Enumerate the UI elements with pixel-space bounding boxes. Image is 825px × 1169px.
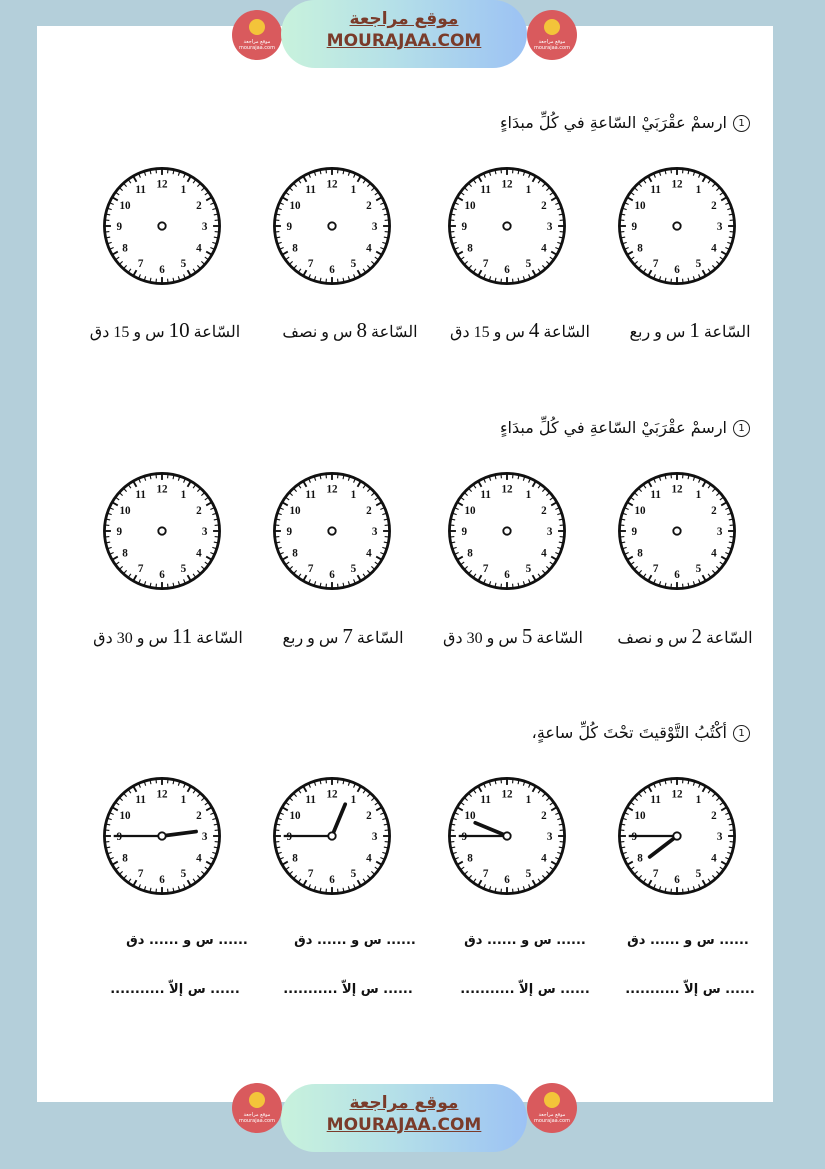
- svg-text:1: 1: [180, 489, 187, 502]
- svg-text:6: 6: [329, 568, 335, 581]
- svg-text:8: 8: [292, 242, 298, 255]
- svg-text:8: 8: [637, 852, 643, 865]
- svg-text:2: 2: [196, 504, 202, 517]
- svg-text:11: 11: [480, 489, 491, 502]
- svg-text:4: 4: [196, 547, 202, 560]
- svg-text:6: 6: [674, 873, 680, 886]
- banner-arabic[interactable]: موقع مراجعة: [349, 1093, 459, 1113]
- svg-text:12: 12: [501, 788, 513, 801]
- svg-text:4: 4: [366, 547, 372, 560]
- clock-face[interactable]: [612, 463, 742, 599]
- svg-text:12: 12: [156, 788, 168, 801]
- clock-label: السّاعة 2 س و نصف: [617, 624, 753, 648]
- svg-text:10: 10: [119, 504, 131, 517]
- svg-text:10: 10: [289, 504, 301, 517]
- svg-text:9: 9: [461, 831, 468, 844]
- answer-blank-2[interactable]: ...... س إلاّ ...........: [110, 982, 240, 997]
- svg-text:12: 12: [156, 483, 168, 496]
- svg-text:5: 5: [350, 258, 357, 271]
- clock-face[interactable]: [612, 158, 742, 294]
- clock-face[interactable]: [97, 463, 227, 599]
- answer-blank-2[interactable]: ...... س إلاّ ...........: [625, 982, 755, 997]
- clock-face: [267, 768, 397, 904]
- answer-blank-1[interactable]: ...... س و ...... دق: [126, 933, 248, 948]
- site-banner-top[interactable]: [281, 0, 527, 68]
- svg-text:3: 3: [201, 831, 208, 844]
- svg-text:6: 6: [159, 263, 165, 276]
- svg-text:10: 10: [289, 809, 301, 822]
- section-1-title: [500, 113, 750, 132]
- svg-text:2: 2: [541, 199, 547, 212]
- clock-face[interactable]: [442, 463, 572, 599]
- svg-text:7: 7: [307, 563, 314, 576]
- svg-text:5: 5: [350, 868, 357, 881]
- svg-text:9: 9: [286, 221, 293, 234]
- svg-text:12: 12: [671, 483, 683, 496]
- svg-text:1: 1: [180, 184, 187, 197]
- badge-text: موقع مراجعة mourajaa.com: [533, 1112, 570, 1124]
- section-number: 1: [733, 725, 750, 742]
- svg-text:6: 6: [329, 263, 335, 276]
- svg-text:5: 5: [350, 563, 357, 576]
- svg-text:10: 10: [634, 199, 646, 212]
- svg-text:1: 1: [695, 184, 702, 197]
- clock-label: السّاعة 5 س و 30 دق: [443, 624, 583, 648]
- logo-icon: [544, 19, 560, 35]
- svg-text:2: 2: [711, 504, 717, 517]
- svg-text:3: 3: [201, 221, 208, 234]
- svg-text:10: 10: [634, 504, 646, 517]
- svg-text:9: 9: [116, 526, 123, 539]
- svg-text:12: 12: [501, 178, 513, 191]
- svg-text:7: 7: [652, 868, 659, 881]
- clock-label: السّاعة 7 س و ربع: [282, 624, 404, 648]
- svg-text:1: 1: [525, 794, 532, 807]
- logo-badge-left: [232, 10, 282, 60]
- logo-icon: [249, 19, 265, 35]
- svg-text:10: 10: [464, 504, 476, 517]
- svg-text:3: 3: [716, 221, 723, 234]
- section-2-title: [500, 418, 750, 437]
- svg-text:4: 4: [541, 852, 547, 865]
- svg-text:7: 7: [482, 563, 489, 576]
- svg-text:8: 8: [122, 852, 128, 865]
- answer-blank-1[interactable]: ...... س و ...... دق: [627, 933, 749, 948]
- svg-text:9: 9: [461, 221, 468, 234]
- svg-text:6: 6: [159, 873, 165, 886]
- svg-text:8: 8: [637, 547, 643, 560]
- svg-text:3: 3: [546, 831, 553, 844]
- logo-badge-right: [527, 10, 577, 60]
- svg-text:7: 7: [137, 563, 144, 576]
- svg-text:12: 12: [326, 483, 338, 496]
- svg-text:10: 10: [464, 199, 476, 212]
- title-text: أكْتُبُ التَّوْقيتَ تحْتَ كُلِّ ساعةٍ،: [531, 723, 727, 742]
- logo-badge-right: [527, 1083, 577, 1133]
- svg-text:7: 7: [307, 258, 314, 271]
- svg-text:1: 1: [525, 184, 532, 197]
- svg-text:10: 10: [289, 199, 301, 212]
- svg-text:12: 12: [326, 178, 338, 191]
- clock-face: [97, 768, 227, 904]
- svg-text:6: 6: [504, 568, 510, 581]
- logo-badge-left: [232, 1083, 282, 1133]
- svg-text:5: 5: [525, 258, 532, 271]
- svg-text:6: 6: [504, 263, 510, 276]
- svg-text:5: 5: [695, 868, 702, 881]
- clock-label: السّاعة 1 س و ربع: [629, 318, 751, 342]
- section-number: 1: [733, 115, 750, 132]
- title-text: ارسمْ عقْرَبَيْ السّاعةِ في كُلِّ مبدَاءٍ: [500, 418, 727, 437]
- svg-text:6: 6: [329, 873, 335, 886]
- svg-text:1: 1: [695, 489, 702, 502]
- svg-text:10: 10: [464, 809, 476, 822]
- svg-text:7: 7: [482, 258, 489, 271]
- clock-label: السّاعة 11 س و 30 دق: [93, 624, 243, 648]
- svg-text:11: 11: [135, 489, 146, 502]
- svg-text:11: 11: [305, 489, 316, 502]
- svg-text:2: 2: [541, 504, 547, 517]
- clock-label: السّاعة 4 س و 15 دق: [450, 318, 590, 342]
- svg-text:10: 10: [634, 809, 646, 822]
- svg-text:4: 4: [196, 852, 202, 865]
- answer-blank-1[interactable]: ...... س و ...... دق: [294, 933, 416, 948]
- svg-text:2: 2: [711, 809, 717, 822]
- svg-text:1: 1: [180, 794, 187, 807]
- svg-text:4: 4: [366, 852, 372, 865]
- svg-text:5: 5: [180, 868, 187, 881]
- svg-text:3: 3: [546, 221, 553, 234]
- banner-arabic[interactable]: موقع مراجعة: [349, 9, 459, 29]
- svg-text:9: 9: [286, 831, 293, 844]
- svg-text:12: 12: [156, 178, 168, 191]
- svg-text:11: 11: [305, 184, 316, 197]
- svg-text:5: 5: [180, 258, 187, 271]
- svg-text:4: 4: [711, 242, 717, 255]
- svg-text:3: 3: [201, 526, 208, 539]
- svg-text:5: 5: [695, 258, 702, 271]
- svg-text:3: 3: [371, 831, 378, 844]
- site-banner-bottom[interactable]: [281, 1084, 527, 1152]
- badge-text: موقع مراجعة mourajaa.com: [238, 1112, 275, 1124]
- svg-text:11: 11: [305, 794, 316, 807]
- svg-text:9: 9: [631, 221, 638, 234]
- svg-text:1: 1: [525, 489, 532, 502]
- svg-text:3: 3: [716, 831, 723, 844]
- clock-face[interactable]: [267, 463, 397, 599]
- svg-text:7: 7: [137, 868, 144, 881]
- svg-text:5: 5: [525, 868, 532, 881]
- svg-text:7: 7: [137, 258, 144, 271]
- banner-latin[interactable]: MOURAJAA.COM: [326, 1115, 482, 1135]
- svg-text:1: 1: [350, 184, 357, 197]
- svg-text:8: 8: [467, 547, 473, 560]
- svg-text:11: 11: [135, 184, 146, 197]
- svg-text:9: 9: [631, 526, 638, 539]
- svg-text:1: 1: [695, 794, 702, 807]
- svg-text:4: 4: [541, 242, 547, 255]
- svg-text:6: 6: [504, 873, 510, 886]
- svg-text:10: 10: [119, 809, 131, 822]
- title-text: ارسمْ عقْرَبَيْ السّاعةِ في كُلِّ مبدَاءٍ: [500, 113, 727, 132]
- answer-blank-2[interactable]: ...... س إلاّ ...........: [283, 982, 413, 997]
- svg-text:3: 3: [371, 221, 378, 234]
- svg-text:3: 3: [371, 526, 378, 539]
- svg-text:6: 6: [674, 263, 680, 276]
- svg-text:8: 8: [292, 852, 298, 865]
- svg-text:9: 9: [286, 526, 293, 539]
- svg-text:10: 10: [119, 199, 131, 212]
- svg-text:3: 3: [546, 526, 553, 539]
- svg-text:1: 1: [350, 794, 357, 807]
- svg-text:7: 7: [307, 868, 314, 881]
- svg-text:8: 8: [637, 242, 643, 255]
- svg-text:12: 12: [501, 483, 513, 496]
- svg-text:6: 6: [159, 568, 165, 581]
- clock-face[interactable]: [442, 158, 572, 294]
- svg-text:9: 9: [116, 831, 123, 844]
- svg-text:8: 8: [122, 547, 128, 560]
- svg-text:2: 2: [541, 809, 547, 822]
- logo-icon: [249, 1092, 265, 1108]
- badge-text: موقع مراجعة mourajaa.com: [533, 39, 570, 51]
- badge-text: موقع مراجعة mourajaa.com: [238, 39, 275, 51]
- section-3-title: [532, 723, 750, 742]
- clock-label: السّاعة 10 س و 15 دق: [89, 318, 241, 342]
- svg-text:4: 4: [366, 242, 372, 255]
- svg-text:12: 12: [326, 788, 338, 801]
- svg-text:5: 5: [525, 563, 532, 576]
- svg-text:11: 11: [650, 489, 661, 502]
- svg-text:12: 12: [671, 178, 683, 191]
- answer-blank-1[interactable]: ...... س و ...... دق: [464, 933, 586, 948]
- svg-text:8: 8: [292, 547, 298, 560]
- clock-face: [442, 768, 572, 904]
- svg-text:2: 2: [366, 809, 372, 822]
- svg-text:11: 11: [480, 794, 491, 807]
- svg-text:11: 11: [650, 794, 661, 807]
- svg-text:9: 9: [631, 831, 638, 844]
- svg-text:2: 2: [196, 199, 202, 212]
- svg-text:8: 8: [122, 242, 128, 255]
- clock-face: [612, 768, 742, 904]
- svg-text:3: 3: [716, 526, 723, 539]
- svg-text:9: 9: [116, 221, 123, 234]
- svg-text:7: 7: [652, 258, 659, 271]
- svg-text:1: 1: [350, 489, 357, 502]
- svg-text:8: 8: [467, 852, 473, 865]
- clock-label: السّاعة 8 س و نصف: [282, 318, 418, 342]
- svg-text:5: 5: [180, 563, 187, 576]
- svg-text:6: 6: [674, 568, 680, 581]
- svg-text:2: 2: [196, 809, 202, 822]
- svg-text:2: 2: [366, 504, 372, 517]
- svg-text:12: 12: [671, 788, 683, 801]
- svg-text:4: 4: [196, 242, 202, 255]
- svg-text:4: 4: [711, 852, 717, 865]
- svg-text:5: 5: [695, 563, 702, 576]
- svg-text:4: 4: [541, 547, 547, 560]
- svg-text:7: 7: [652, 563, 659, 576]
- svg-text:4: 4: [711, 547, 717, 560]
- svg-text:11: 11: [650, 184, 661, 197]
- svg-text:9: 9: [461, 526, 468, 539]
- svg-text:7: 7: [482, 868, 489, 881]
- clock-face[interactable]: [97, 158, 227, 294]
- section-number: 1: [733, 420, 750, 437]
- svg-text:2: 2: [366, 199, 372, 212]
- logo-icon: [544, 1092, 560, 1108]
- svg-text:8: 8: [467, 242, 473, 255]
- svg-text:11: 11: [480, 184, 491, 197]
- svg-text:2: 2: [711, 199, 717, 212]
- answer-blank-2[interactable]: ...... س إلاّ ...........: [460, 982, 590, 997]
- svg-text:11: 11: [135, 794, 146, 807]
- clock-face[interactable]: [267, 158, 397, 294]
- banner-latin[interactable]: MOURAJAA.COM: [326, 31, 482, 51]
